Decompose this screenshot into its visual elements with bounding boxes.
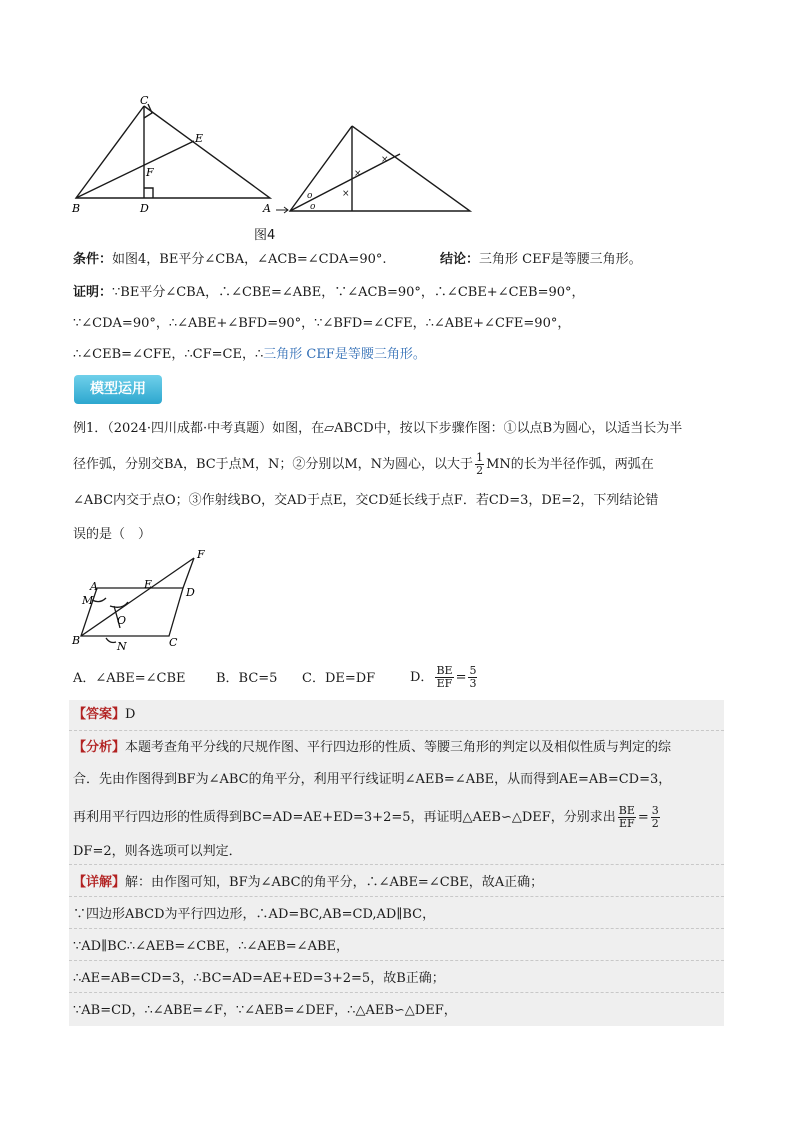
section-badge: 模型运用 [74, 375, 162, 404]
analysis-eq: = [637, 810, 649, 825]
option-d-val-num: 5 [469, 664, 477, 677]
analysis-frac [618, 805, 636, 830]
condition-label: 条件： [73, 252, 113, 267]
analysis-line-1 [73, 739, 671, 757]
analysis-line-1-text: 本题考查角平分线的尺规作图、平行四边形的性质、等腰三角形的判定以及相似性质与判定的综 [125, 740, 672, 755]
proof-line-3-a: ∴∠CEB=∠CFE，∴CF=CE，∴ [73, 347, 264, 362]
option-d-den: EF [436, 677, 453, 690]
option-d[interactable] [410, 660, 479, 696]
analysis-val [651, 805, 660, 830]
example-line-4: 误的是（ ） [73, 527, 152, 542]
proof-line-3 [73, 346, 426, 364]
detail-line-5: ∵AB=CD，∴∠ABE=∠F，∵∠AEB=∠DEF，∴△AEB∽△DEF， [73, 1003, 457, 1018]
option-a[interactable]: A．∠ABE=∠CBE [73, 671, 186, 686]
example-line-2-a: 径作弧，分别交BA，BC于点M，N；②分别以M，N为圆心，以大于 [73, 457, 474, 472]
angle-marks [307, 155, 389, 212]
conclusion-label: 结论： [440, 252, 480, 267]
analysis-line-4: DF=2，则各选项可以判定． [73, 844, 242, 859]
parallelogram-lines [81, 558, 194, 643]
para-label-a: A [90, 580, 98, 593]
detail-line-1-text: 解：由作图可知，BF为∠ABC的角平分，∴∠ABE=∠CBE，故A正确； [125, 875, 544, 890]
detail-line-1 [73, 874, 543, 892]
option-c[interactable]: C．DE=DF [302, 671, 376, 686]
label-a: A [263, 202, 271, 215]
example-line-1: 例1．（2024·四川成都·中考真题）如图，在▱ABCD中，按以下步骤作图：①以点B为圆心，以适当长为半 [73, 421, 683, 436]
proof-line-2: ∵∠CDA=90°，∴∠ABE+∠BFD=90°，∵∠BFD=∠CFE，∴∠ABE+∠CFE=90°， [73, 316, 571, 331]
label-b: B [72, 202, 81, 215]
svg-text:×: × [342, 189, 350, 199]
svg-text:×: × [354, 169, 362, 179]
detail-line-4: ∴AE=AB=CD=3，∴BC=AD=AE+ED=3+2=5，故B正确； [73, 971, 445, 986]
label-f: F [146, 166, 154, 179]
option-d-val [468, 665, 477, 690]
triangle-abc-left [76, 104, 270, 198]
proof-line-3-b: 三角形 CEF是等腰三角形。 [263, 347, 426, 362]
parallelogram-diagram [70, 548, 210, 654]
para-label-b: B [72, 634, 81, 647]
answer-value: D [125, 707, 136, 722]
analysis-val-num: 3 [651, 804, 659, 817]
example-line-3: ∠ABC内交于点O；③作射线BO，交AD于点E，交CD延长线于点F．若CD=3，DE=2，下列结论错 [73, 493, 659, 508]
example-line-2-b: MN的长为半径作弧，两弧在 [486, 457, 654, 472]
condition-line [73, 251, 387, 269]
analysis-line-3 [73, 800, 662, 836]
example-line-2 [73, 452, 654, 477]
proof-line-1 [73, 284, 585, 302]
option-d-val-den: 3 [469, 677, 477, 690]
triangle-right-annotated [290, 126, 470, 211]
proof-line-1-text: ∵BE平分∠CBA，∴∠CBE=∠ABE，∵∠ACB=90°，∴∠CBE+∠CEB=90°， [112, 285, 585, 300]
conclusion-line [440, 251, 642, 269]
detail-label: 【详解】 [73, 875, 126, 890]
proof-label: 证明： [73, 285, 113, 300]
label-e: E [195, 132, 204, 145]
label-d: D [140, 202, 149, 215]
answer-band [69, 700, 724, 731]
analysis-frac-num: BE [618, 804, 635, 817]
svg-text:×: × [381, 155, 389, 165]
label-c: C [140, 94, 149, 107]
answer-label: 【答案】 [73, 707, 126, 722]
para-label-o: O [117, 614, 127, 627]
option-d-num: BE [436, 664, 453, 677]
figure-4-diagram [60, 92, 490, 220]
option-d-prefix: D． [410, 670, 434, 685]
half-fraction [475, 452, 484, 477]
para-label-n: N [117, 640, 127, 653]
para-label-f: F [197, 548, 205, 561]
para-label-e: E [144, 578, 153, 591]
para-label-c: C [169, 636, 178, 649]
analysis-line-3-a: 再利用平行四边形的性质得到BC=AD=AE+ED=3+2=5，再证明△AEB∽△DEF，分别求出 [73, 810, 616, 825]
half-num: 1 [476, 451, 484, 464]
option-d-eq: = [455, 670, 467, 685]
analysis-val-den: 2 [651, 817, 659, 830]
para-label-m: M [82, 594, 94, 607]
detail-line-2: ∵四边形ABCD为平行四边形，∴AD=BC,AB=CD,AD∥BC， [73, 907, 436, 922]
answer-line [73, 706, 135, 724]
svg-text:o: o [307, 191, 313, 201]
half-den: 2 [476, 464, 484, 477]
svg-text:o: o [310, 202, 316, 212]
condition-text: 如图4，BE平分∠CBA，∠ACB=∠CDA=90°. [112, 252, 387, 267]
option-d-frac [435, 665, 453, 690]
detail-line-3: ∵AD∥BC∴∠AEB=∠CBE，∴∠AEB=∠ABE， [73, 939, 350, 954]
option-b[interactable]: B．BC=5 [216, 671, 278, 686]
analysis-label: 【分析】 [73, 740, 126, 755]
figure-4-caption: 图4 [254, 228, 276, 243]
conclusion-text: 三角形 CEF是等腰三角形。 [479, 252, 642, 267]
analysis-frac-den: EF [618, 817, 635, 830]
para-label-d: D [186, 586, 195, 599]
analysis-line-2: 合．先由作图得到BF为∠ABC的角平分，利用平行线证明∠AEB=∠ABE，从而得到AE=AB=CD=3， [73, 772, 672, 787]
